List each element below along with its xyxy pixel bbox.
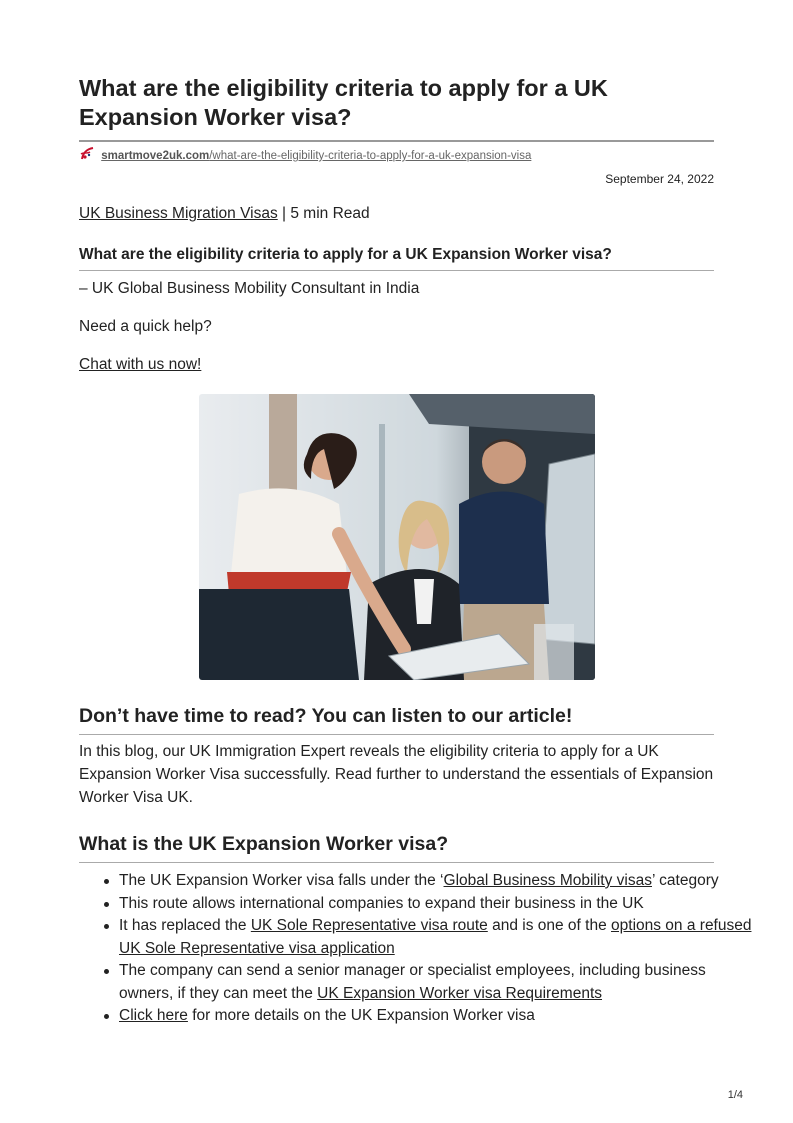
bullet-text: The company can send a senior manager or specialist employees, including business owners, if they can meet the (119, 962, 706, 1002)
office-team-photo (199, 394, 595, 680)
list-item (119, 915, 754, 960)
bullet-text: ’ category (652, 872, 719, 889)
publish-date: September 24, 2022 (605, 172, 714, 186)
article-title: What are the eligibility criteria to apply for a UK Expansion Worker visa? (79, 75, 608, 130)
list-item (119, 870, 754, 893)
sole-representative-route-link[interactable]: UK Sole Representative visa route (250, 917, 488, 934)
article-subheading: What are the eligibility criteria to apply for a UK Expansion Worker visa? (79, 246, 714, 271)
what-is-bullet-list (79, 870, 754, 1028)
article-meta (79, 205, 370, 223)
category-link[interactable]: UK Business Migration Visas (79, 205, 278, 222)
source-line (79, 146, 531, 162)
source-path: /what-are-the-eligibility-criteria-to-apply-for-a-uk-expansion-visa (209, 150, 532, 162)
source-domain: smartmove2uk.com (101, 150, 210, 162)
list-item (119, 960, 754, 1005)
list-item (119, 893, 754, 916)
refused-application-options-link[interactable]: options on a refused UK Sole Representative visa application (119, 917, 752, 957)
click-here-link[interactable]: Click here (119, 1007, 188, 1024)
help-text: Need a quick help? (79, 318, 212, 335)
global-business-mobility-link[interactable]: Global Business Mobility visas (443, 872, 652, 889)
bullet-text: and is one of the (487, 917, 612, 934)
bullet-text: The UK Expansion Worker visa falls under the ‘ (119, 872, 444, 889)
page-number: 1/4 (727, 1089, 743, 1101)
tagline: – UK Global Business Mobility Consultant in India (79, 280, 420, 297)
read-time: | 5 min Read (277, 205, 370, 222)
bullet-text: It has replaced the (119, 917, 251, 934)
listen-heading: Don’t have time to read? You can listen to our article! (79, 705, 714, 735)
title-divider (79, 140, 714, 142)
chat-link[interactable]: Chat with us now! (79, 356, 202, 373)
bullet-text: This route allows international companies to expand their business in the UK (119, 894, 644, 912)
intro-paragraph: In this blog, our UK Immigration Expert reveals the eligibility criteria to apply for a UK Expansion Worker Visa successfully. Read further to understand the essentials of Expansion Worker Visa UK. (79, 743, 714, 806)
source-url-link[interactable] (101, 150, 531, 162)
expansion-worker-requirements-link[interactable]: UK Expansion Worker visa Requirements (317, 984, 603, 1002)
smartmove2uk-logo-icon (79, 146, 95, 162)
list-item (119, 1005, 754, 1028)
bullet-text: for more details on the UK Expansion Worker visa (187, 1007, 535, 1024)
what-is-heading: What is the UK Expansion Worker visa? (79, 833, 714, 863)
